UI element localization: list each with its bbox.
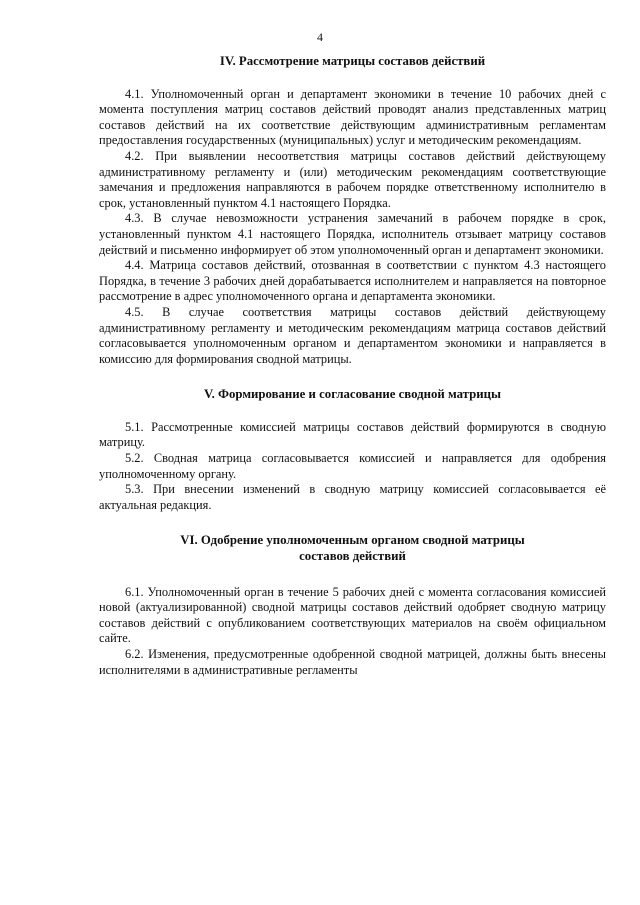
section-6-heading-line-1: VI. Одобрение уполномоченным органом сводной матрицы <box>180 533 525 548</box>
document-body <box>99 54 606 678</box>
section-6-heading <box>99 533 606 564</box>
section-4-heading: IV. Рассмотрение матрицы составов действий <box>219 54 486 68</box>
paragraph-6-2: 6.2. Изменения, предусмотренные одобренной сводной матрицей, должны быть внесены исполнителями в административные регламенты <box>99 647 606 677</box>
paragraph-4-5: 4.5. В случае соответствия матрицы составов действий действующему административному регламенту и методическим рекомендациям матрица составов действий согласовывается уполномоченным органом и департаментом экономики и направляется в комиссию для формирования сводной матрицы. <box>99 304 606 366</box>
paragraph-4-1: 4.1. Уполномоченный орган и департамент экономики в течение 10 рабочих дней с момента поступления матриц составов действий проводят анализ представленных матриц составов действий на их соответствие действующим административным регламентам предоставления государственных (муниципальных) услуг и методическим рекомендациям. <box>99 86 606 148</box>
paragraph-4-3: 4.3. В случае невозможности устранения замечаний в рабочем порядке в срок, установленный пунктом 4.1 настоящего Порядка, исполнитель отзывает матрицу составов действий и письменно информирует об этом уполномоченный орган и департамент экономики. <box>99 211 606 257</box>
paragraph-5-3: 5.3. При внесении изменений в сводную матрицу комиссией согласовывается её актуальная редакция. <box>99 482 606 512</box>
section-6-heading-line-2: составов действий <box>299 549 406 564</box>
paragraph-5-1: 5.1. Рассмотренные комиссией матрицы составов действий формируются в сводную матрицу. <box>99 419 606 450</box>
paragraph-6-1: 6.1. Уполномоченный орган в течение 5 рабочих дней с момента согласования комиссией новой (актуализированной) сводной матрицы составов действий одобряет сводную матрицу составов действий с опубликованием соответствующих материалов на своём официальном сайте. <box>99 584 606 646</box>
page-number: 4 <box>317 30 323 44</box>
paragraph-4-4: 4.4. Матрица составов действий, отозванная в соответствии с пунктом 4.3 настоящего Порядка, в течение 3 рабочих дней дорабатывается исполнителем и направляется на повторное рассмотрение в адрес уполномоченного органа и департамента экономики. <box>99 258 606 304</box>
paragraph-5-2: 5.2. Сводная матрица согласовывается комиссией и направляется для одобрения уполномоченному органу. <box>99 451 606 481</box>
section-5-heading: V. Формирование и согласование сводной матрицы <box>204 387 501 402</box>
paragraph-4-2: 4.2. При выявлении несоответствия матрицы составов действий действующему административному регламенту и (или) методическим рекомендациям соответствующие замечания и предложения направляются в рабочем порядке ответственному исполнителю в срок, установленный пунктом 4.1 настоящего Порядка. <box>99 148 606 210</box>
